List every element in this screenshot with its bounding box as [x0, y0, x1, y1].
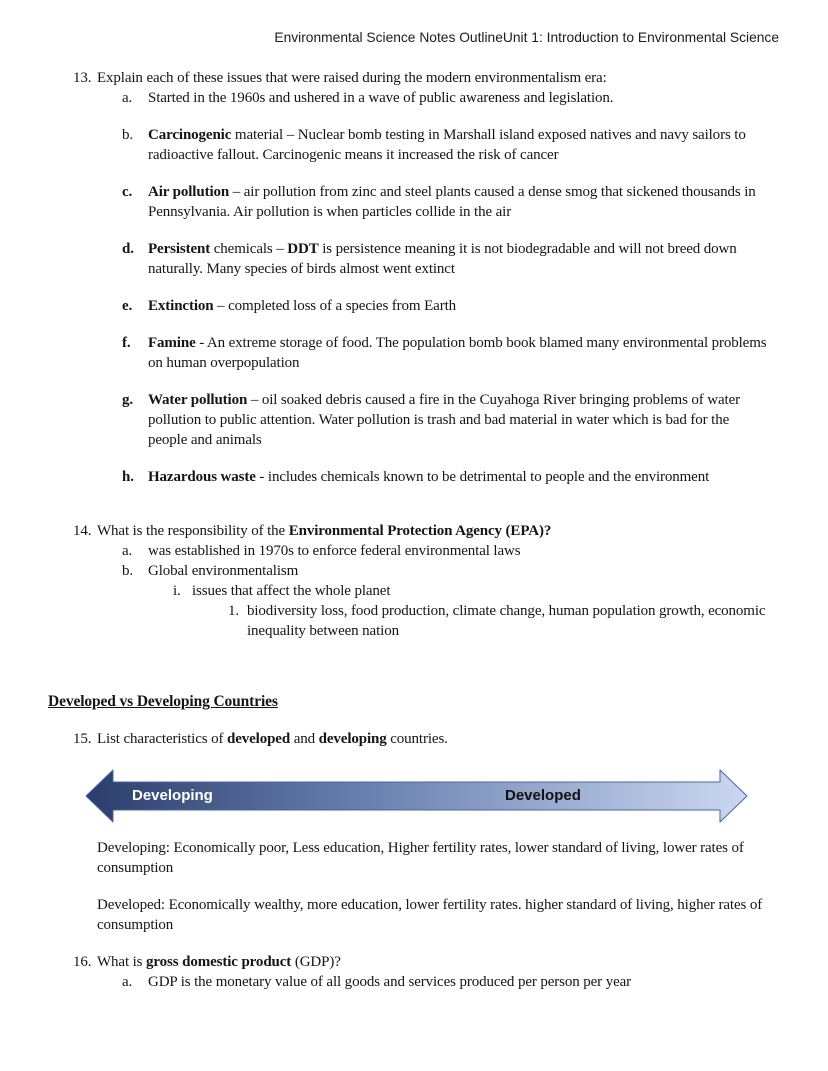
- list-marker: a.: [122, 543, 133, 559]
- list-item: [122, 182, 768, 222]
- list-item: [122, 561, 768, 581]
- list-item: [73, 521, 768, 541]
- text-segment: material – Nuclear bomb testing in Marshall island exposed natives and navy sailors to radioactive fallout. Carcinogenic means it increased the risk of cancer: [148, 127, 746, 163]
- text-segment: Famine: [148, 335, 196, 351]
- paragraph: [97, 838, 768, 878]
- text-segment: List characteristics of: [97, 731, 227, 747]
- list-marker: g.: [122, 392, 134, 408]
- document-body: [48, 68, 768, 992]
- list-marker: f.: [122, 335, 131, 351]
- blank-line: [73, 878, 768, 895]
- blank-line: [73, 108, 768, 125]
- list-marker: b.: [122, 563, 134, 579]
- list-marker: a.: [122, 90, 133, 106]
- list-item: [122, 541, 768, 561]
- item-text: [148, 182, 768, 222]
- list-item: [122, 390, 768, 450]
- text-segment: developed: [226, 731, 291, 747]
- text-segment: Environmental Protection Agency (EPA)?: [288, 523, 552, 539]
- text-segment: gross domestic product: [146, 954, 292, 970]
- text-segment: Developed: Economically wealthy, more education, lower fertility rates. higher standard of living, higher rates of consumption: [97, 897, 763, 933]
- text-segment: Started in the 1960s and ushered in a wave of public awareness and legislation.: [148, 90, 614, 106]
- list-marker: a.: [122, 974, 133, 990]
- text-segment: - includes chemicals known to be detrimental to people and the environment: [255, 469, 710, 485]
- item-text: [148, 88, 768, 108]
- list-item: [122, 239, 768, 279]
- section-heading: Developed vs Developing Countries: [48, 693, 278, 710]
- arrow-label-developed: Developed: [505, 787, 581, 804]
- list-item: [122, 296, 768, 316]
- text-segment: chemicals –: [210, 241, 288, 257]
- blank-line: [73, 316, 768, 333]
- text-segment: countries.: [386, 731, 448, 747]
- blank-line: [73, 279, 768, 296]
- text-segment: Air pollution: [148, 184, 230, 200]
- text-segment: Global environmentalism: [148, 563, 299, 579]
- list-marker: h.: [122, 469, 134, 485]
- blank-line: [73, 450, 768, 467]
- text-segment: – completed loss of a species from Earth: [213, 298, 456, 314]
- text-segment: and: [290, 731, 319, 747]
- list-item: [173, 581, 768, 601]
- text-segment: biodiversity loss, food production, climate change, human population growth, economic inequality between nation: [247, 603, 766, 639]
- item-text: [97, 838, 768, 878]
- blank-line: [73, 675, 768, 692]
- text-segment: Water pollution: [148, 392, 248, 408]
- text-segment: Extinction: [148, 298, 214, 314]
- item-text: [192, 581, 768, 601]
- list-marker: i.: [173, 583, 181, 599]
- text-segment: What is: [97, 954, 147, 970]
- text-segment: What is the responsibility of the: [97, 523, 289, 539]
- text-segment: Carcinogenic: [148, 127, 232, 143]
- text-segment: – oil soaked debris caused a fire in the Cuyahoga River bringing problems of water pollution to public attention. Water pollution is trash and bad material in water which is bad for the people and animals: [148, 392, 741, 448]
- list-marker: 13.: [73, 70, 92, 86]
- item-text: [97, 68, 768, 88]
- blank-line: [73, 165, 768, 182]
- list-item: [73, 952, 768, 972]
- text-segment: Persistent: [148, 241, 211, 257]
- page-header-title: Environmental Science Notes OutlineUnit 1: Introduction to Environmental Science: [274, 30, 779, 45]
- item-text: [148, 541, 768, 561]
- blank-line: [73, 487, 768, 504]
- text-segment: developing: [318, 731, 387, 747]
- blank-line: [73, 712, 768, 729]
- list-marker: 16.: [73, 954, 92, 970]
- item-text: [148, 333, 768, 373]
- list-marker: b.: [122, 127, 134, 143]
- item-text: [148, 561, 768, 581]
- item-text: [247, 601, 768, 641]
- list-item: [73, 729, 768, 749]
- list-item: [122, 125, 768, 165]
- list-marker: d.: [122, 241, 134, 257]
- list-item: [122, 333, 768, 373]
- text-segment: Hazardous waste: [148, 469, 256, 485]
- text-segment: (GDP)?: [291, 954, 341, 970]
- blank-line: [73, 373, 768, 390]
- list-item: [122, 467, 768, 487]
- blank-line: [73, 504, 768, 521]
- text-segment: DDT: [287, 241, 319, 257]
- item-text: [148, 125, 768, 165]
- text-segment: Developing: Economically poor, Less education, Higher fertility rates, lower standard of living, lower rates of consumption: [97, 840, 744, 876]
- item-text: [148, 972, 768, 992]
- item-text: [148, 239, 768, 279]
- item-text: [97, 729, 768, 749]
- list-item: [228, 601, 768, 641]
- text-segment: – air pollution from zinc and steel plants caused a dense smog that sickened thousands in Pennsylvania. Air pollution is when particles collide in the air: [148, 184, 756, 220]
- list-marker: e.: [122, 298, 133, 314]
- list-marker: 15.: [73, 731, 92, 747]
- item-text: [148, 296, 768, 316]
- item-text: [97, 952, 768, 972]
- list-marker: 14.: [73, 523, 92, 539]
- item-text: [97, 895, 768, 935]
- text-segment: - An extreme storage of food. The population bomb book blamed many environmental problems on human overpopulation: [148, 335, 767, 371]
- text-segment: issues that affect the whole planet: [192, 583, 391, 599]
- item-text: [97, 521, 768, 541]
- list-marker: 1.: [228, 603, 240, 619]
- blank-line: [73, 658, 768, 675]
- blank-line: [73, 935, 768, 952]
- list-marker: c.: [122, 184, 133, 200]
- list-item: [122, 972, 768, 992]
- text-segment: Explain each of these issues that were raised during the modern environmentalism era:: [97, 70, 607, 86]
- arrow-label-developing: Developing: [132, 787, 213, 804]
- item-text: [148, 467, 768, 487]
- development-spectrum-arrow: [85, 767, 748, 825]
- blank-line: [73, 641, 768, 658]
- text-segment: GDP is the monetary value of all goods and services produced per person per year: [148, 974, 632, 990]
- text-segment: was established in 1970s to enforce federal environmental laws: [148, 543, 521, 559]
- text-segment: is persistence meaning it is not biodegradable and will not breed down naturally. Many species of birds almost went extinct: [148, 241, 737, 277]
- blank-line: [73, 222, 768, 239]
- list-item: [122, 88, 768, 108]
- list-item: [73, 68, 768, 88]
- item-text: [148, 390, 768, 450]
- paragraph: [97, 895, 768, 935]
